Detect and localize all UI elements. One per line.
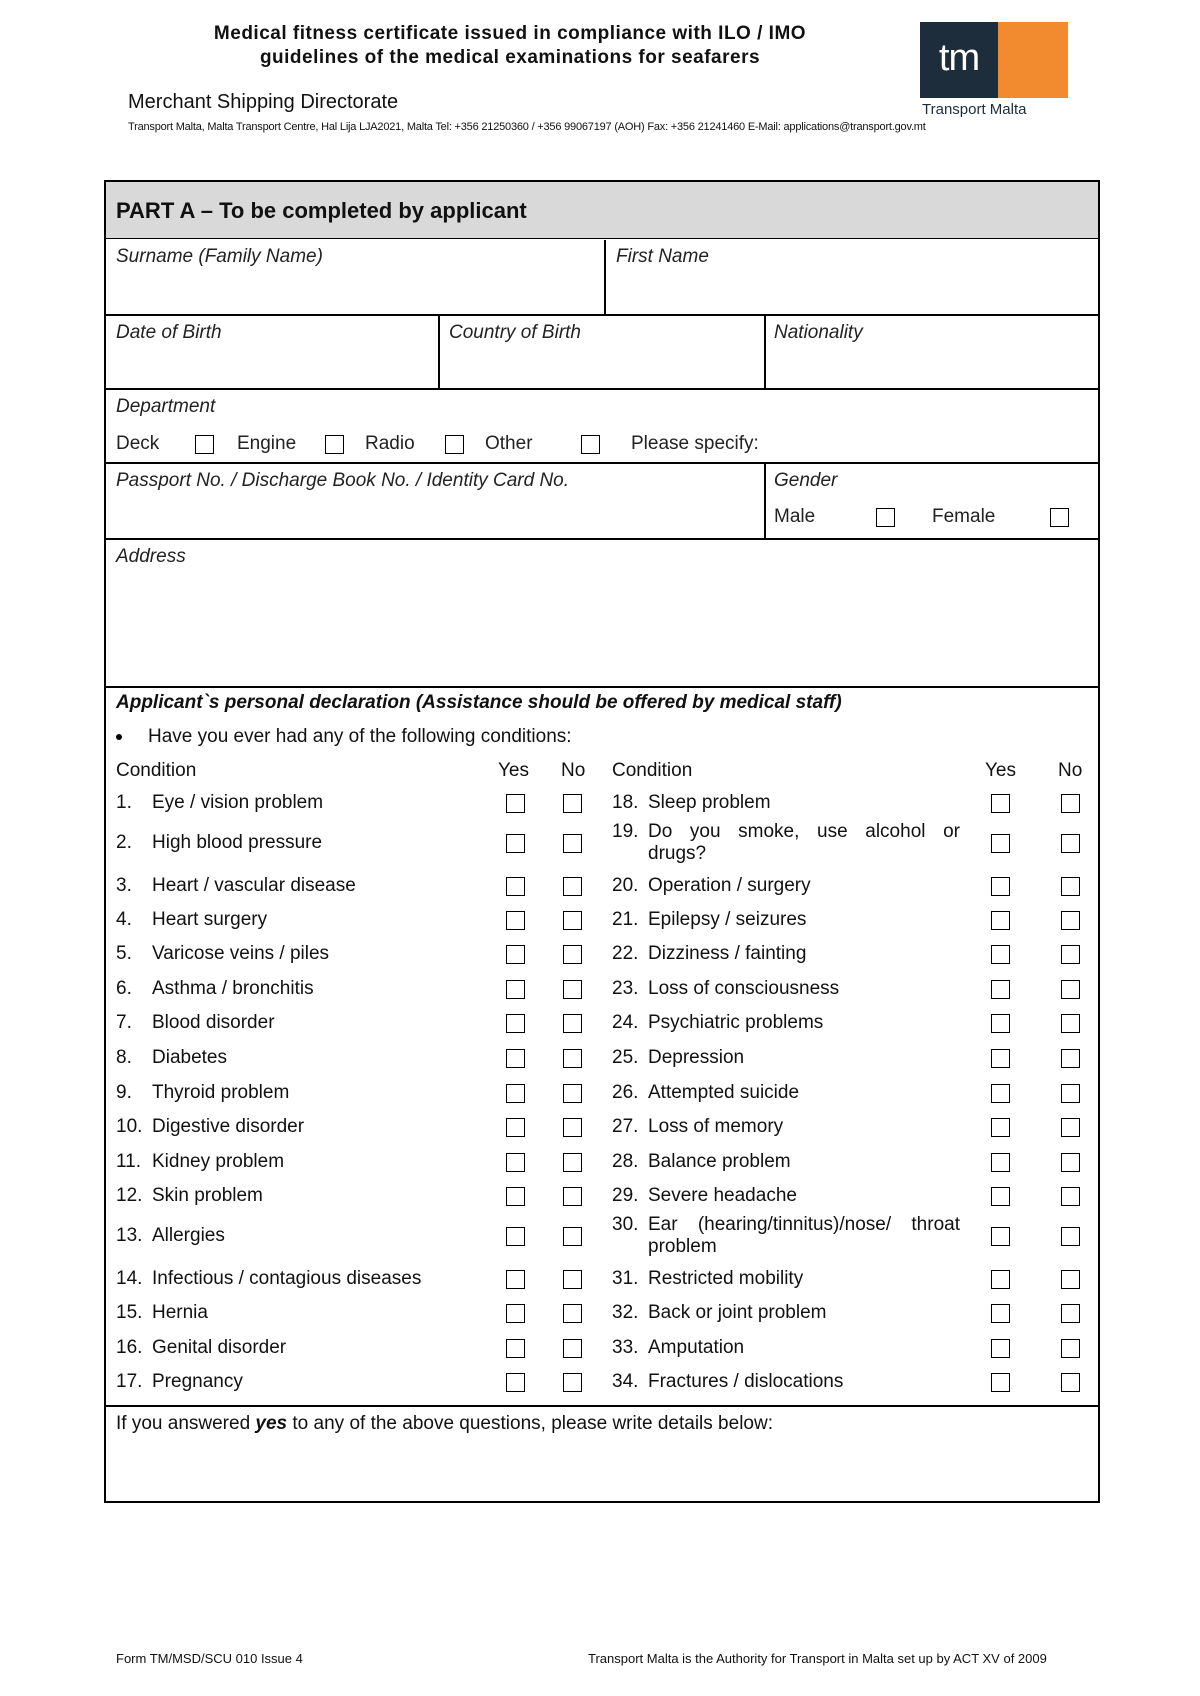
id-document-label: Passport No. / Discharge Book No. / Identity Card No. (116, 470, 570, 491)
logo-name: Transport Malta (922, 101, 1027, 118)
contact-details: Transport Malta, Malta Transport Centre, Hal Lija LJA2021, Malta Tel: +356 21250360 / +356 99067197 (AOH) Fax: +356 21241460 E-Mail: applications@transport.gov.mt (128, 121, 926, 133)
address-field[interactable] (106, 572, 1096, 682)
condition-label: Sleep problem (648, 792, 771, 813)
surname-field[interactable] (106, 270, 604, 310)
left-condition-yes-checkbox[interactable] (506, 911, 525, 930)
bullet-icon (116, 734, 122, 740)
department-radio-label: Radio (365, 433, 415, 454)
dob-field[interactable] (106, 346, 438, 386)
condition-number: 32. (612, 1302, 639, 1323)
right-condition-no-checkbox[interactable] (1061, 1084, 1080, 1103)
condition-label: Skin problem (152, 1185, 263, 1206)
department-deck-checkbox[interactable] (195, 435, 214, 454)
condition-label: Allergies (152, 1225, 225, 1246)
condition-number: 2. (116, 832, 132, 853)
left-condition-no-checkbox[interactable] (563, 980, 582, 999)
first-name-field[interactable] (608, 270, 1096, 310)
left-condition-no-checkbox[interactable] (563, 1373, 582, 1392)
condition-number: 26. (612, 1082, 639, 1103)
condition-label: Kidney problem (152, 1151, 285, 1172)
condition-label: Amputation (648, 1337, 745, 1358)
condition-number: 27. (612, 1116, 639, 1137)
id-document-field[interactable] (106, 494, 762, 534)
left-condition-yes-checkbox[interactable] (506, 1084, 525, 1103)
left-condition-yes-checkbox[interactable] (506, 1373, 525, 1392)
condition-label: Depression (648, 1047, 745, 1068)
right-condition-no-checkbox[interactable] (1061, 980, 1080, 999)
right-condition-yes-checkbox[interactable] (991, 834, 1010, 853)
right-condition-no-checkbox[interactable] (1061, 1014, 1080, 1033)
right-condition-yes-checkbox[interactable] (991, 911, 1010, 930)
right-condition-yes-checkbox[interactable] (991, 1118, 1010, 1137)
right-condition-yes-checkbox[interactable] (991, 794, 1010, 813)
right-condition-no-checkbox[interactable] (1061, 1118, 1080, 1137)
condition-label: Genital disorder (152, 1337, 287, 1358)
condition-label: Pregnancy (152, 1371, 243, 1392)
department-label: Department (116, 396, 216, 417)
condition-label: Varicose veins / piles (152, 943, 330, 964)
condition-label: Asthma / bronchitis (152, 978, 314, 999)
condition-number: 33. (612, 1337, 639, 1358)
condition-label: High blood pressure (152, 832, 323, 853)
directorate-name: Merchant Shipping Directorate (128, 91, 399, 113)
condition-label: Hernia (152, 1302, 208, 1323)
left-condition-no-checkbox[interactable] (563, 794, 582, 813)
row-divider (106, 314, 1098, 316)
condition-number: 5. (116, 943, 132, 964)
right-yes-header: Yes (985, 760, 1016, 781)
left-condition-yes-checkbox[interactable] (506, 1153, 525, 1172)
condition-number: 30. (612, 1214, 639, 1235)
condition-label: Dizziness / fainting (648, 943, 807, 964)
left-condition-yes-checkbox[interactable] (506, 794, 525, 813)
left-condition-no-checkbox[interactable] (563, 834, 582, 853)
department-other-checkbox[interactable] (581, 435, 600, 454)
right-condition-yes-checkbox[interactable] (991, 945, 1010, 964)
declaration-heading: Applicant`s personal declaration (Assistance should be offered by medical staff) (116, 692, 842, 713)
right-condition-yes-checkbox[interactable] (991, 1049, 1010, 1068)
divider (764, 464, 766, 538)
condition-number: 18. (612, 792, 639, 813)
condition-number: 9. (116, 1082, 132, 1103)
authority-note: Transport Malta is the Authority for Transport in Malta set up by ACT XV of 2009 (588, 1651, 1047, 1666)
logo-mark: tm (920, 22, 998, 98)
condition-label: Operation / surgery (648, 875, 811, 896)
left-condition-no-checkbox[interactable] (563, 911, 582, 930)
row-divider (106, 686, 1098, 688)
condition-number: 25. (612, 1047, 639, 1068)
condition-label: Fractures / dislocations (648, 1371, 844, 1392)
left-condition-no-checkbox[interactable] (563, 1227, 582, 1246)
left-condition-no-checkbox[interactable] (563, 945, 582, 964)
surname-label: Surname (Family Name) (116, 246, 323, 267)
gender-female-checkbox[interactable] (1050, 508, 1069, 527)
gender-label: Gender (774, 470, 838, 491)
left-condition-no-checkbox[interactable] (563, 1339, 582, 1358)
department-specify-field[interactable] (774, 430, 1092, 458)
condition-number: 20. (612, 875, 639, 896)
condition-label: Blood disorder (152, 1012, 275, 1033)
condition-number: 3. (116, 875, 132, 896)
condition-label: Heart surgery (152, 909, 268, 930)
condition-label: Infectious / contagious diseases (152, 1268, 422, 1289)
divider (438, 316, 440, 388)
condition-label: Eye / vision problem (152, 792, 324, 813)
condition-number: 11. (116, 1151, 142, 1172)
left-condition-yes-checkbox[interactable] (506, 945, 525, 964)
department-engine-label: Engine (237, 433, 297, 454)
condition-number: 21. (612, 909, 639, 930)
right-condition-yes-checkbox[interactable] (991, 1153, 1010, 1172)
condition-number: 17. (116, 1371, 143, 1392)
condition-number: 22. (612, 943, 639, 964)
details-field[interactable] (106, 1440, 1096, 1498)
condition-number: 15. (116, 1302, 143, 1323)
right-condition-yes-checkbox[interactable] (991, 1304, 1010, 1323)
condition-number: 34. (612, 1371, 639, 1392)
condition-label: Loss of memory (648, 1116, 784, 1137)
gender-female-label: Female (932, 506, 996, 527)
row-divider (106, 388, 1098, 390)
department-engine-checkbox[interactable] (325, 435, 344, 454)
transport-malta-logo (920, 22, 1070, 118)
right-condition-no-checkbox[interactable] (1061, 1304, 1080, 1323)
right-condition-no-checkbox[interactable] (1061, 1049, 1080, 1068)
row-divider (106, 462, 1098, 464)
condition-number: 4. (116, 909, 132, 930)
right-condition-no-checkbox[interactable] (1061, 794, 1080, 813)
department-radio-checkbox[interactable] (445, 435, 464, 454)
part-a-form (104, 180, 1100, 1503)
condition-label: Ear (hearing/tinnitus)/nose/ throat problem (648, 1214, 960, 1257)
condition-number: 16. (116, 1337, 143, 1358)
left-condition-yes-checkbox[interactable] (506, 877, 525, 896)
condition-number: 12. (116, 1185, 143, 1206)
left-condition-no-checkbox[interactable] (563, 877, 582, 896)
right-condition-no-checkbox[interactable] (1061, 1227, 1080, 1246)
details-yes: yes (255, 1413, 288, 1434)
condition-number: 1. (116, 792, 132, 813)
part-a-heading: PART A – To be completed by applicant (116, 198, 527, 223)
country-of-birth-field[interactable] (442, 346, 764, 386)
left-condition-yes-checkbox[interactable] (506, 980, 525, 999)
left-condition-yes-checkbox[interactable] (506, 1049, 525, 1068)
condition-number: 7. (116, 1012, 132, 1033)
right-condition-yes-checkbox[interactable] (991, 1373, 1010, 1392)
condition-number: 28. (612, 1151, 639, 1172)
form-number: Form TM/MSD/SCU 010 Issue 4 (116, 1651, 303, 1666)
condition-label: Restricted mobility (648, 1268, 804, 1289)
condition-label: Thyroid problem (152, 1082, 290, 1103)
divider (604, 240, 606, 314)
part-a-header (106, 182, 1098, 239)
right-condition-no-checkbox[interactable] (1061, 1373, 1080, 1392)
condition-label: Balance problem (648, 1151, 791, 1172)
condition-label: Diabetes (152, 1047, 227, 1068)
right-condition-no-checkbox[interactable] (1061, 1187, 1080, 1206)
please-specify-label: Please specify: (631, 433, 759, 454)
left-condition-no-checkbox[interactable] (563, 1187, 582, 1206)
left-condition-yes-checkbox[interactable] (506, 1339, 525, 1358)
left-condition-yes-checkbox[interactable] (506, 1304, 525, 1323)
right-condition-yes-checkbox[interactable] (991, 1270, 1010, 1289)
left-condition-no-checkbox[interactable] (563, 1304, 582, 1323)
condition-label: Attempted suicide (648, 1082, 800, 1103)
right-condition-yes-checkbox[interactable] (991, 1227, 1010, 1246)
right-condition-yes-checkbox[interactable] (991, 1014, 1010, 1033)
condition-label: Psychiatric problems (648, 1012, 824, 1033)
left-condition-yes-checkbox[interactable] (506, 1118, 525, 1137)
right-condition-no-checkbox[interactable] (1061, 1153, 1080, 1172)
details-prefix: If you answered (116, 1413, 256, 1434)
title-line-1: Medical fitness certificate issued in compliance with ILO / IMO (213, 23, 807, 44)
condition-number: 10. (116, 1116, 143, 1137)
right-no-header: No (1058, 760, 1083, 781)
left-condition-yes-checkbox[interactable] (506, 834, 525, 853)
condition-number: 6. (116, 978, 132, 999)
left-condition-no-checkbox[interactable] (563, 1084, 582, 1103)
condition-label: Heart / vascular disease (152, 875, 356, 896)
right-condition-no-checkbox[interactable] (1061, 834, 1080, 853)
logo-orange-block (998, 22, 1068, 98)
department-deck-label: Deck (116, 433, 160, 454)
row-divider (106, 1405, 1098, 1407)
condition-number: 8. (116, 1047, 132, 1068)
condition-number: 24. (612, 1012, 639, 1033)
right-condition-no-checkbox[interactable] (1061, 877, 1080, 896)
left-condition-yes-checkbox[interactable] (506, 1187, 525, 1206)
gender-male-label: Male (774, 506, 816, 527)
left-condition-no-checkbox[interactable] (563, 1014, 582, 1033)
condition-number: 13. (116, 1225, 143, 1246)
right-condition-yes-checkbox[interactable] (991, 980, 1010, 999)
right-condition-no-checkbox[interactable] (1061, 911, 1080, 930)
condition-number: 31. (612, 1268, 639, 1289)
document-title (150, 22, 870, 70)
right-condition-no-checkbox[interactable] (1061, 945, 1080, 964)
condition-label: Digestive disorder (152, 1116, 305, 1137)
right-condition-yes-checkbox[interactable] (991, 1187, 1010, 1206)
details-instruction (116, 1413, 773, 1435)
right-condition-yes-checkbox[interactable] (991, 1084, 1010, 1103)
row-divider (106, 538, 1098, 540)
left-condition-yes-checkbox[interactable] (506, 1270, 525, 1289)
country-of-birth-label: Country of Birth (449, 322, 581, 343)
left-condition-no-checkbox[interactable] (563, 1118, 582, 1137)
left-no-header: No (561, 760, 586, 781)
dob-label: Date of Birth (116, 322, 222, 343)
nationality-field[interactable] (768, 346, 1096, 386)
condition-label: Epilepsy / seizures (648, 909, 807, 930)
condition-label: Do you smoke, use alcohol or drugs? (648, 821, 960, 864)
left-condition-no-checkbox[interactable] (563, 1049, 582, 1068)
declaration-question (116, 726, 572, 748)
condition-label: Back or joint problem (648, 1302, 827, 1323)
address-label: Address (116, 546, 186, 567)
left-condition-yes-checkbox[interactable] (506, 1227, 525, 1246)
department-other-label: Other (485, 433, 533, 454)
condition-label: Severe headache (648, 1185, 797, 1206)
left-condition-header: Condition (116, 760, 197, 781)
nationality-label: Nationality (774, 322, 863, 343)
right-condition-no-checkbox[interactable] (1061, 1339, 1080, 1358)
gender-male-checkbox[interactable] (876, 508, 895, 527)
right-condition-yes-checkbox[interactable] (991, 877, 1010, 896)
left-condition-no-checkbox[interactable] (563, 1153, 582, 1172)
first-name-label: First Name (616, 246, 709, 267)
declaration-question-text: Have you ever had any of the following conditions: (148, 726, 572, 747)
left-yes-header: Yes (498, 760, 529, 781)
left-condition-no-checkbox[interactable] (563, 1270, 582, 1289)
condition-number: 29. (612, 1185, 639, 1206)
details-suffix: to any of the above questions, please write details below: (287, 1413, 773, 1434)
condition-number: 19. (612, 821, 639, 842)
left-condition-yes-checkbox[interactable] (506, 1014, 525, 1033)
condition-number: 14. (116, 1268, 143, 1289)
title-line-2: guidelines of the medical examinations for seafarers (259, 47, 761, 68)
right-condition-no-checkbox[interactable] (1061, 1270, 1080, 1289)
condition-number: 23. (612, 978, 639, 999)
right-condition-yes-checkbox[interactable] (991, 1339, 1010, 1358)
divider (764, 316, 766, 388)
condition-label: Loss of consciousness (648, 978, 840, 999)
right-condition-header: Condition (612, 760, 693, 781)
